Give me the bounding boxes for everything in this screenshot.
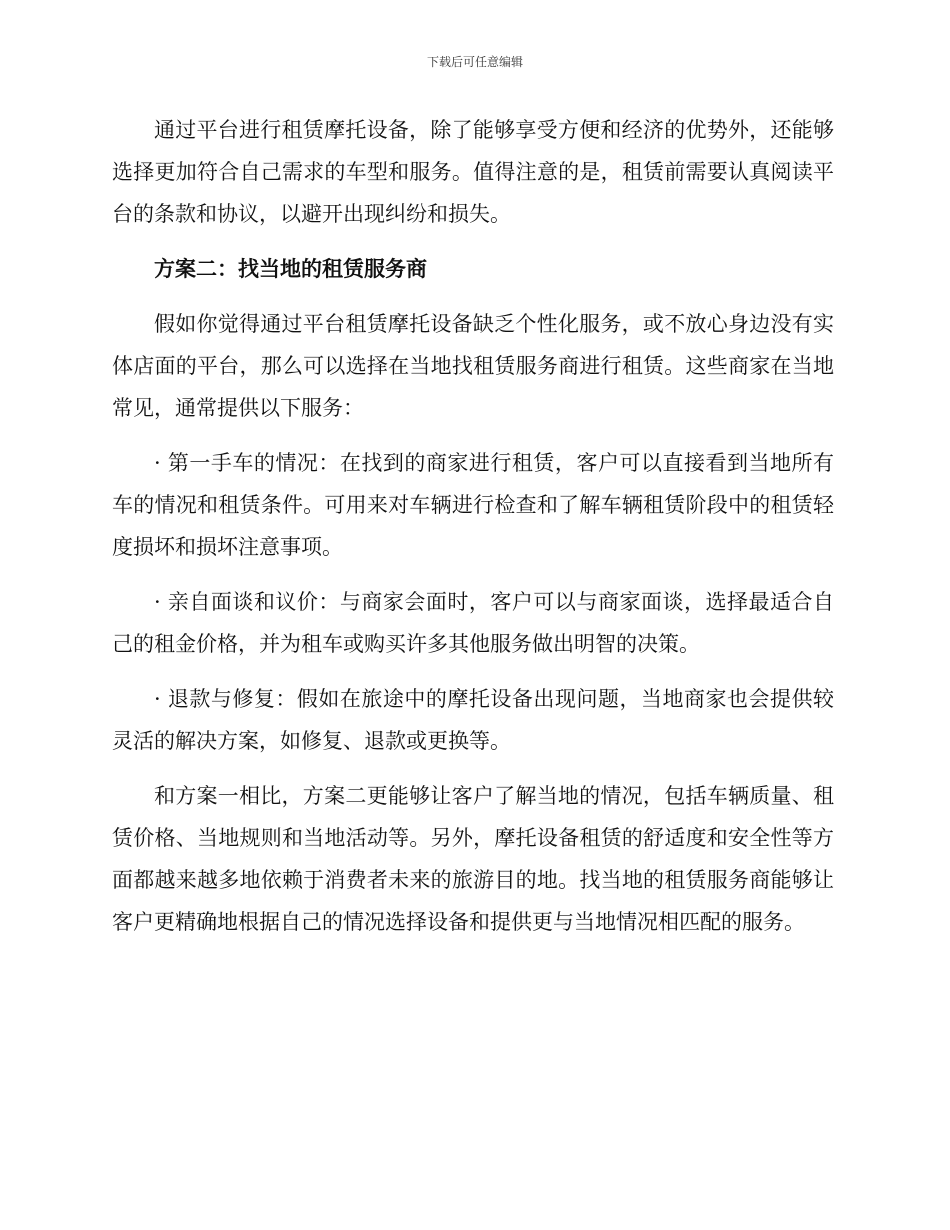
paragraph-comparison: 和方案一相比，方案二更能够让客户了解当地的情况，包括车辆质量、租赁价格、当地规则和当地活动等。另外，摩托设备租赁的舒适度和安全性等方面都越来越多地依赖于消费者未来的旅游目的地。找当地的租赁服务商能够让客户更精确地根据自己的情况选择设备和提供更与当地情况相匹配的服务。 xyxy=(112,784,834,934)
section-heading: 方案二：找当地的租赁服务商 xyxy=(154,256,427,281)
page-header: 下载后可任意编辑 xyxy=(426,55,523,69)
paragraph-platform-rental: 通过平台进行租赁摩托设备，除了能够享受方便和经济的优势外，还能够选择更加符合自己需求的车型和服务。值得注意的是，租赁前需要认真阅读平台的条款和协议，以避开出现纠纷和损失。 xyxy=(112,118,834,226)
bullet-firsthand: · 第一手车的情况：在找到的商家进行租赁，客户可以直接看到当地所有车的情况和租赁条件。可用来对车辆进行检查和了解车辆租赁阶段中的租赁轻度损坏和损坏注意事项。 xyxy=(112,451,834,559)
bullet-refund-repair: · 退款与修复：假如在旅途中的摩托设备出现问题，当地商家也会提供较灵活的解决方案，如修复、退款或更换等。 xyxy=(112,687,834,753)
document-body xyxy=(112,109,834,943)
bullet-negotiation: · 亲自面谈和议价：与商家会面时，客户可以与商家面谈，选择最适合自己的租金价格，并为租车或购买许多其他服务做出明智的决策。 xyxy=(112,590,834,656)
paragraph-local-provider: 假如你觉得通过平台租赁摩托设备缺乏个性化服务，或不放心身边没有实体店面的平台，那么可以选择在当地找租赁服务商进行租赁。这些商家在当地常见，通常提供以下服务： xyxy=(112,312,834,420)
